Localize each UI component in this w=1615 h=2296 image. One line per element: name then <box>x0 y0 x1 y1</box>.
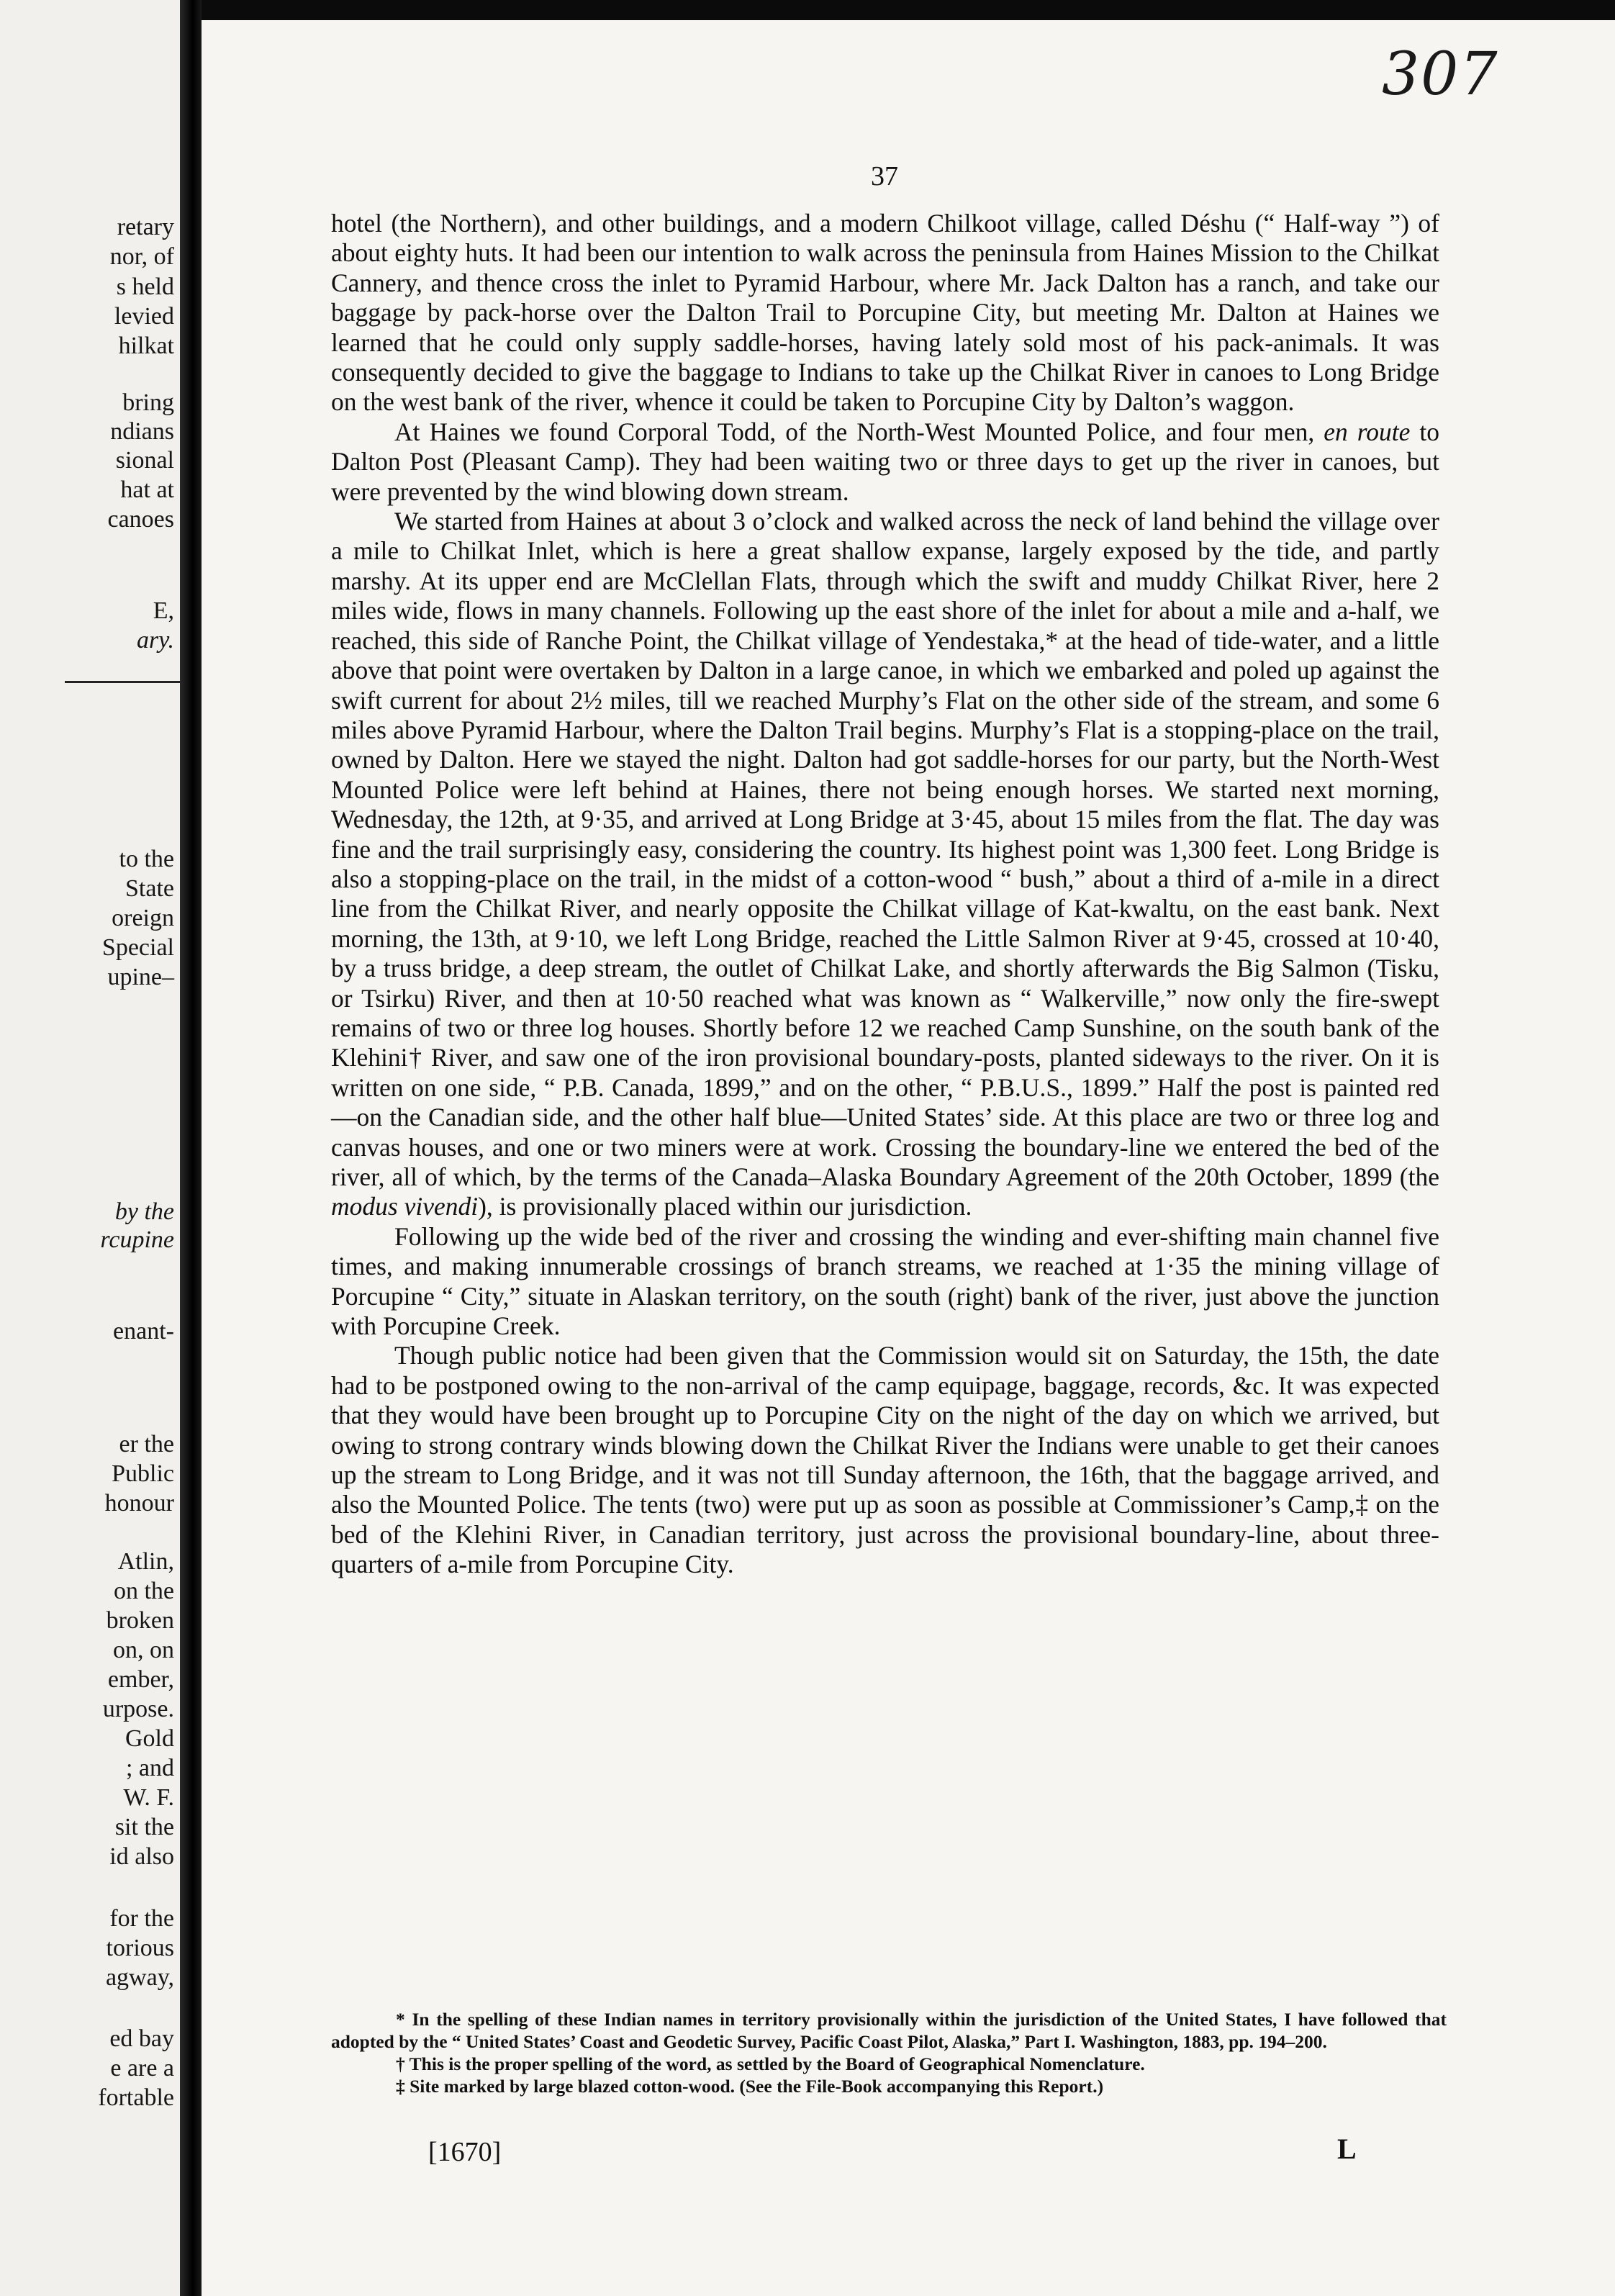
footnotes <box>331 2008 1447 2097</box>
facing-page-text-fragment: rcupine <box>100 1226 174 1253</box>
facing-page-text-fragment: ndians <box>110 418 174 445</box>
facing-page-text-fragment: retary <box>117 214 174 240</box>
facing-page-text-fragment: by the <box>114 1198 174 1225</box>
facing-page-text-fragment: Special <box>101 934 174 961</box>
handwritten-folio-number: 307 <box>1382 40 1499 109</box>
facing-page-text-fragment: to the <box>119 846 174 872</box>
facing-page-text-fragment: State <box>125 875 174 902</box>
paragraph-4: Following up the wide bed of the river and crossing the winding and ever-shifting main channel five times, and making innumerable crossings of branch streams, we reached at 1·35 the mining village of Porcupine “ City,” situate in Alaskan territory, on the south (right) bank of the river, just above the junction with Porcupine Creek. <box>331 1221 1439 1341</box>
facing-page-text-fragment: for the <box>109 1905 174 1932</box>
facing-page-text-fragment: Gold <box>125 1725 174 1752</box>
facing-page-text-fragment: honour <box>104 1490 174 1517</box>
paragraph-5: Though public notice had been given that the Commission would sit on Saturday, the 15th, the date had to be postponed owing to the non-arrival of the camp equipage, baggage, records, &c. It was expected that they would have been brought up to Porcupine City on the night of the day on which we arrived, but owing to strong contrary winds blowing down the Chilkat River the Indians were unable to get their canoes up the stream to Long Bridge, and it was not till Sunday afternoon, the 16th, that the baggage arrived, and also the Mounted Police. The tents (two) were put up as soon as possible at Commissioner’s Camp,‡ on the bed of the Klehini River, in Canadian territory, just across the provisional boundary-line, about three-quarters of a-mile from Porcupine City. <box>331 1341 1439 1579</box>
facing-page-rule <box>65 681 180 683</box>
facing-page-text-fragment: nor, of <box>109 243 174 270</box>
facing-page-text-fragment: hat at <box>120 476 174 503</box>
facing-page-text-fragment: fortable <box>98 2084 174 2111</box>
facing-page-text-fragment: ember, <box>107 1666 174 1693</box>
facing-page-text-fragment: upine– <box>107 964 174 990</box>
paragraph-2: At Haines we found Corporal Todd, of the North-West Mounted Police, and four men, en route to Dalton Post (Pleasant Camp). They had been waiting two or three days to get up the river in canoes, but were prevented by the wind blowing down stream. <box>331 417 1440 506</box>
facing-page-text-fragment: Public <box>112 1460 174 1487</box>
document-page <box>202 20 1615 2296</box>
facing-page-text-fragment: bring <box>122 389 174 416</box>
body-text <box>331 209 1439 1580</box>
facing-page-text-fragment: oreign <box>112 905 174 931</box>
facing-page-text-fragment: id also <box>109 1843 174 1870</box>
facing-page-text-fragment: ed bay <box>109 2025 174 2052</box>
facing-page-fragment <box>0 0 180 2296</box>
facing-page-text-fragment: E, <box>153 597 174 624</box>
facing-page-text-fragment: s held <box>116 274 174 300</box>
facing-page-text-fragment: hilkat <box>118 333 174 359</box>
facing-page-text-fragment: Atlin, <box>117 1548 174 1575</box>
facing-page-text-fragment: urpose. <box>102 1696 174 1722</box>
facing-page-text-fragment: on, on <box>113 1637 174 1663</box>
printer-signature-mark: [1670] <box>428 2137 502 2167</box>
facing-page-text-fragment: levied <box>114 303 174 330</box>
facing-page-text-fragment: W. F. <box>123 1784 174 1811</box>
facing-page-text-fragment: torious <box>106 1935 174 1961</box>
paragraph-3: We started from Haines at about 3 o’clock and walked across the neck of land behind the village over a mile to Chilkat Inlet, which is here a great shallow expanse, largely exposed by the tide, and partly marshy. At its upper end are McClellan Flats, through which the swift and muddy Chilkat River, here 2 miles wide, flows in many channels. Following up the east shore of the inlet for about a mile and a-half, we reached, this side of Ranche Point, the Chilkat village of Yendestaka,* at the head of tide-water, and a little above that point were overtaken by Dalton in a large canoe, in which we embarked and poled up against the swift current for about 2½ miles, till we reached Murphy’s Flat on the other side of the stream, and some 6 miles above Pyramid Harbour, where the Dalton Trail begins. Murphy’s Flat is a stopping-place on the trail, owned by Dalton. Here we stayed the night. Dalton had got saddle-horses for our party, but the North-West Mounted Police were left behind at Haines, there not being enough horses. We started next morning, Wednesday, the 12th, at 9·35, and arrived at Long Bridge at 3·45, about 15 miles from the flat. The day was fine and the trail surprisingly easy, considering the country. Its highest point was 1,300 feet. Long Bridge is also a stopping-place on the trail, in the midst of a cotton-wood “ bush,” about a third of a-mile in a direct line from the Chilkat River, and nearly opposite the Chilkat village of Kat-kwaltu, on the east bank. Next morning, the 13th, at 9·10, we left Long Bridge, reached the Little Salmon River at 9·45, crossed at 10·40, by a truss bridge, a deep stream, the outlet of Chilkat Lake, and shortly afterwards the Big Salmon (Tisku, or Tsirku) River, and then at 10·50 reached what was known as “ Walkerville,” now only the fire-swept remains of two or three log houses. Shortly before 12 we reached Camp Sunshine, on the south bank of the Klehini† River, and saw one of the iron provisional boundary-posts, planted sideways to the river. On it is written on one side, “ P.B. Canada, 1899,” and on the other, “ P.B.U.S., 1899.” Half the post is painted red—on the Canadian side, and the other half blue—United States’ side. At this place are two or three log and canvas houses, and one or two miners were at work. Crossing the boundary-line we entered the bed of the river, all of which, by the terms of the Canada–Alaska Boundary Agreement of the 20th October, 1899 (the modus vivendi), is provisionally placed within our jurisdiction. <box>331 507 1439 1221</box>
facing-page-text-fragment: sit the <box>114 1814 174 1840</box>
facing-page-text-fragment: ; and <box>125 1755 174 1781</box>
footnote-2: † This is the proper spelling of the word, as settled by the Board of Geographical Nomenclature. <box>396 2053 1145 2074</box>
facing-page-text-fragment: broken <box>106 1607 174 1634</box>
paragraph-1: hotel (the Northern), and other buildings, and a modern Chilkoot village, called Déshu (“ Half-way ”) of about eighty huts. It had been our intention to walk across the peninsula from Haines Mission to the Chilkat Cannery, and thence cross the inlet to Pyramid Harbour, where Mr. Jack Dalton has a ranch, and take our baggage by pack-horse over the Dalton Trail to Porcupine City, but meeting Mr. Dalton at Haines we learned that he could only supply saddle-horses, having lately sold most of his pack-animals. It was consequently decided to give the baggage to Indians to take up the Chilkat River in canoes to Long Bridge on the west bank of the river, whence it could be taken to Porcupine City by Dalton’s waggon. <box>331 209 1439 417</box>
facing-page-text-fragment: enant- <box>113 1318 174 1344</box>
sheet-letter: L <box>1337 2133 1357 2165</box>
facing-page-text-fragment: e are a <box>110 2055 174 2082</box>
facing-page-text-fragment: ary. <box>137 627 174 654</box>
facing-page-text-fragment: sional <box>115 447 174 474</box>
footnote-3: ‡ Site marked by large blazed cotton-wood. (See the File-Book accompanying this Report.) <box>396 2076 1104 2097</box>
facing-page-text-fragment: canoes <box>107 506 174 533</box>
facing-page-text-fragment: agway, <box>105 1964 174 1991</box>
footnote-1: * In the spelling of these Indian names in territory provisionally within the jurisdiction of the United States, I have followed that adopted by the “ United States’ Coast and Geodetic Survey, Pacific Coast Pilot, Alaska,” Part I. Washington, 1883, pp. 194–200. <box>331 2009 1447 2052</box>
facing-page-text-fragment: er the <box>119 1431 174 1457</box>
book-gutter <box>180 0 202 2296</box>
facing-page-text-fragment: on the <box>113 1578 174 1604</box>
page-number: 37 <box>871 161 898 191</box>
